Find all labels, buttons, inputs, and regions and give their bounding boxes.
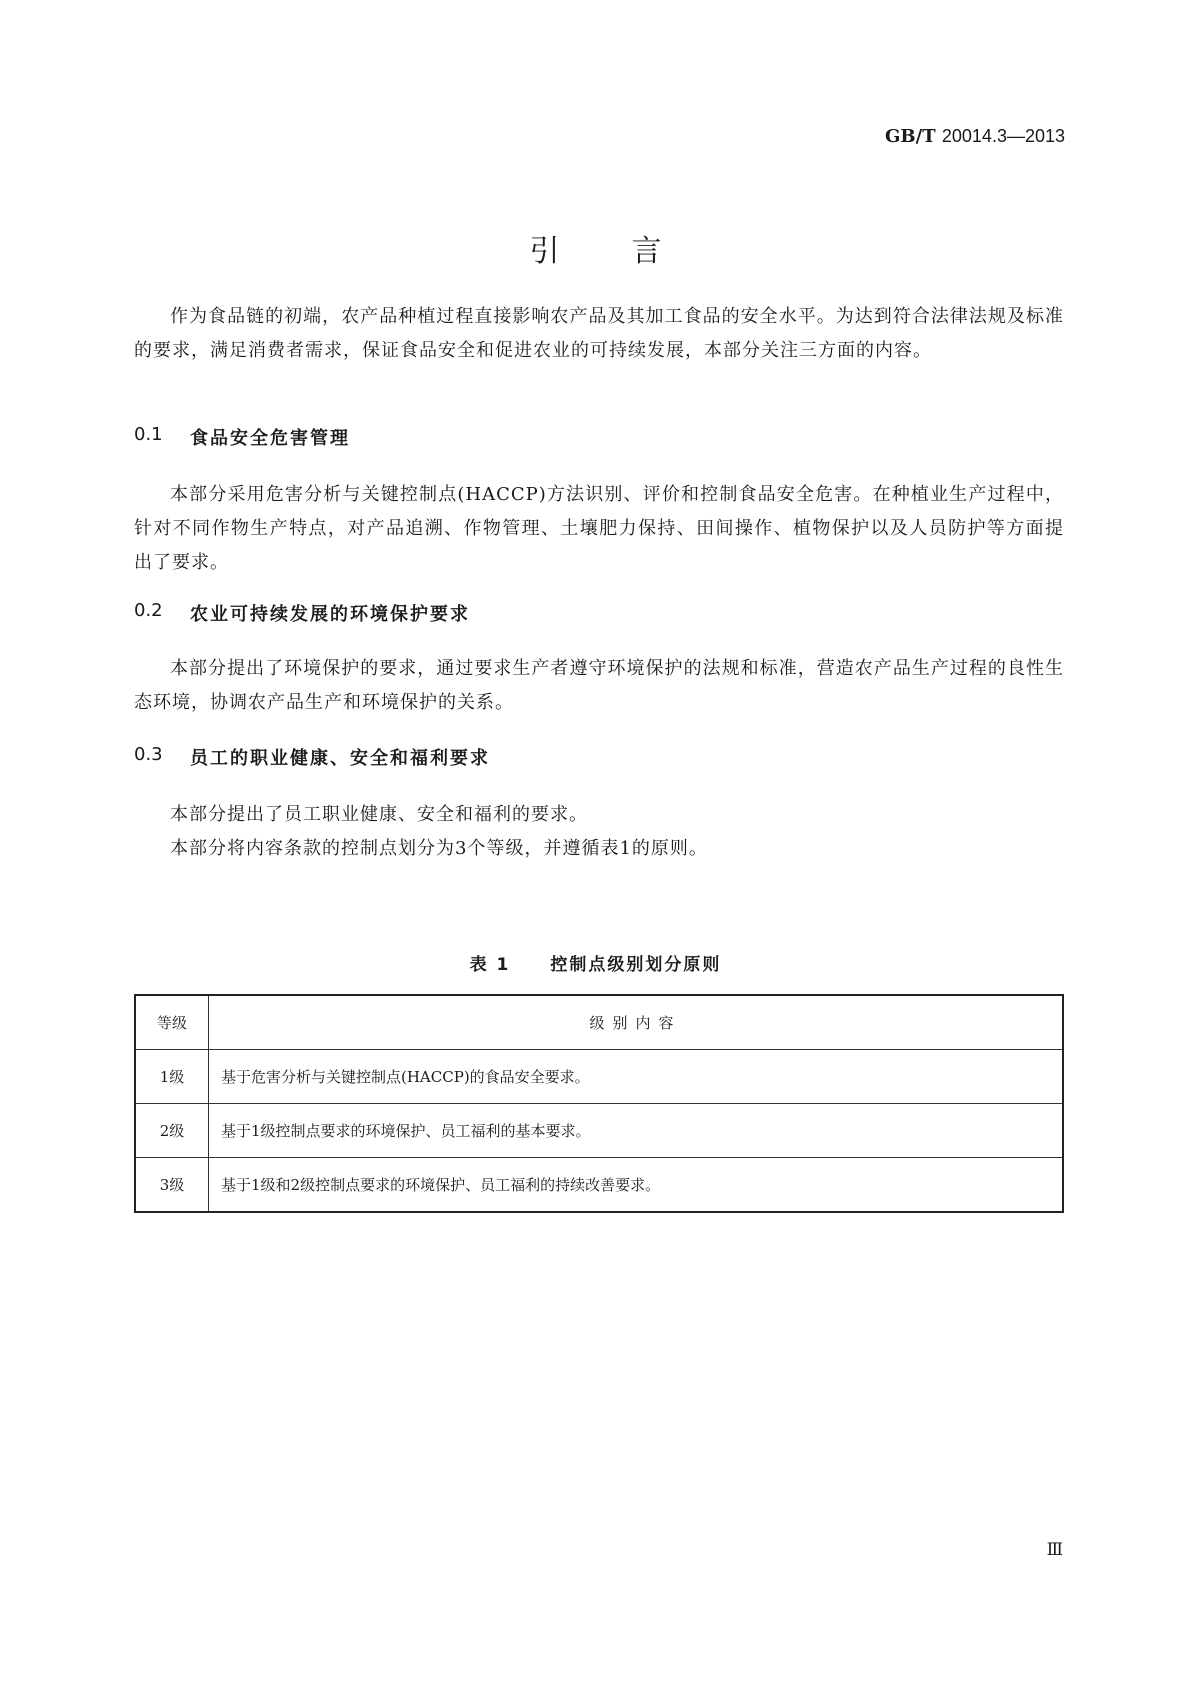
row-level: 3级 xyxy=(135,1158,209,1213)
section-0-1 xyxy=(134,424,1064,450)
section-heading xyxy=(134,600,1064,626)
section-number: 0.2 xyxy=(134,600,163,621)
section-number: 0.3 xyxy=(134,744,163,765)
standard-code xyxy=(885,126,1065,147)
table-row xyxy=(135,1104,1063,1158)
table-caption-label: 表 1 xyxy=(469,955,511,975)
row-level: 1级 xyxy=(135,1050,209,1104)
row-level: 2级 xyxy=(135,1104,209,1158)
title-char-2: 言 xyxy=(631,234,662,269)
header-level: 等级 xyxy=(135,995,209,1050)
table-header-row xyxy=(135,995,1063,1050)
title-char-1: 引 xyxy=(529,234,560,269)
table-row xyxy=(135,1158,1063,1213)
table-caption xyxy=(0,950,1191,975)
section-title: 食品安全危害管理 xyxy=(190,428,350,449)
section-0-3 xyxy=(134,744,1064,770)
section-paragraph: 本部分提出了员工职业健康、安全和福利的要求。 xyxy=(170,804,588,825)
section-number: 0.1 xyxy=(134,424,163,445)
page-number: Ⅲ xyxy=(1046,1540,1063,1560)
standard-number: 20014.3—2013 xyxy=(941,126,1065,146)
header-content: 级别内容 xyxy=(209,995,1064,1050)
row-content: 基于危害分析与关键控制点(HACCP)的食品安全要求。 xyxy=(209,1050,1064,1104)
row-content: 基于1级和2级控制点要求的环境保护、员工福利的持续改善要求。 xyxy=(209,1158,1064,1213)
table-row xyxy=(135,1050,1063,1104)
section-paragraph: 本部分提出了环境保护的要求，通过要求生产者遵守环境保护的法规和标准，营造农产品生产过程的良性生态环境，协调农产品生产和环境保护的关系。 xyxy=(134,658,1064,713)
page-title xyxy=(0,226,1191,270)
table-caption-title: 控制点级别划分原则 xyxy=(550,955,722,975)
section-heading xyxy=(134,424,1064,450)
section-0-2-body xyxy=(134,652,1064,720)
section-0-3-body xyxy=(134,798,1064,866)
standard-prefix: GB/T xyxy=(885,126,936,147)
control-point-table xyxy=(134,994,1064,1213)
intro-paragraph: 作为食品链的初端，农产品种植过程直接影响农产品及其加工食品的安全水平。为达到符合法律法规及标准的要求，满足消费者需求，保证食品安全和促进农业的可持续发展，本部分关注三方面的内容。 xyxy=(134,306,1064,361)
intro-block xyxy=(134,300,1064,368)
section-0-1-body xyxy=(134,478,1064,580)
section-title: 员工的职业健康、安全和福利要求 xyxy=(190,748,490,769)
section-paragraph: 本部分将内容条款的控制点划分为3个等级，并遵循表1的原则。 xyxy=(170,838,708,859)
section-heading xyxy=(134,744,1064,770)
row-content: 基于1级控制点要求的环境保护、员工福利的基本要求。 xyxy=(209,1104,1064,1158)
section-title: 农业可持续发展的环境保护要求 xyxy=(190,604,470,625)
section-0-2 xyxy=(134,600,1064,626)
section-paragraph: 本部分采用危害分析与关键控制点(HACCP)方法识别、评价和控制食品安全危害。在种植业生产过程中，针对不同作物生产特点，对产品追溯、作物管理、土壤肥力保持、田间操作、植物保护以及人员防护等方面提出了要求。 xyxy=(134,484,1064,573)
